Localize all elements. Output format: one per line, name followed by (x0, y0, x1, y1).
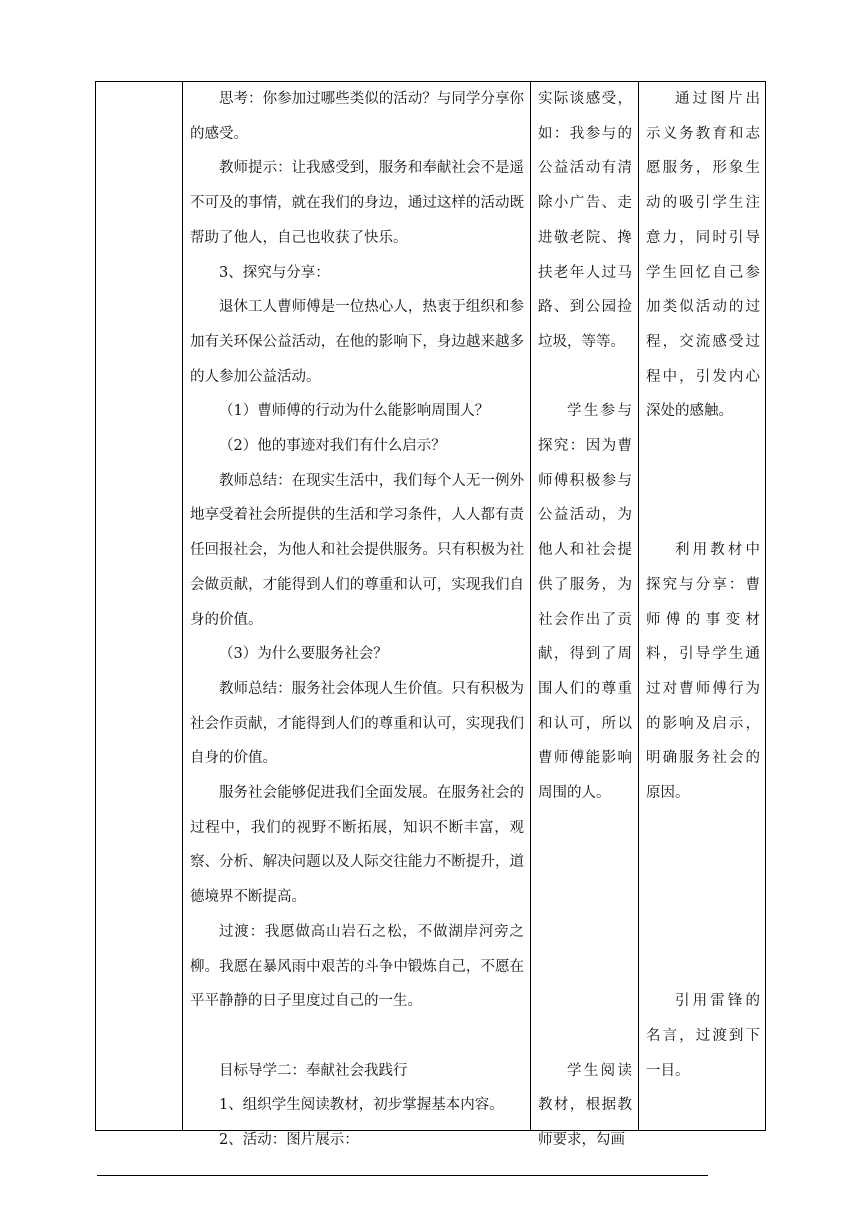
footer-rule (97, 1175, 708, 1176)
paragraph: 教师总结：服务社会体现人生价值。只有积极为社会作贡献，才能得到人们的尊重和认可，实现我们自身的价值。 (190, 680, 524, 767)
paragraph: 引用雷锋的名言，过渡到下一目。 (646, 993, 760, 1079)
section-heading: 目标导学二：奉献社会我践行 (219, 1062, 408, 1079)
paragraph: （3）为什么要服务社会？ (219, 646, 388, 663)
lesson-plan-table (95, 81, 766, 1149)
student-activity-column (530, 82, 638, 1158)
paragraph: 思考：你参加过哪些类似的活动？与同学分享你的感受。 (190, 91, 524, 142)
paragraph: （2）他的事迹对我们有什么启示？ (219, 438, 446, 455)
paragraph: 2、活动：图片展示： (219, 1132, 359, 1149)
paragraph: 利用教材中探究与分享：曹师傅的事变材料，引导学生通过对曹师傅行为的影响及启示，明确服务社会的原因。 (646, 542, 760, 802)
paragraph: （1）曹师傅的行动为什么能影响周围人？ (219, 403, 490, 420)
paragraph: 学生参与探究：因为曹师傅积极参与公益活动，为他人和社会提供了服务，为社会作出了贡献，得到了周围人们的尊重和认可，所以曹师傅能影响周围的人。 (538, 403, 632, 802)
paragraph: 3、探究与分享： (219, 264, 330, 281)
paragraph: 服务社会能够促进我们全面发展。在服务社会的过程中，我们的视野不断拓展，知识不断丰富，观察、分析、解决问题以及人际交往能力不断提升，道德境界不断提高。 (190, 785, 524, 906)
design-intent-column (638, 82, 767, 1088)
teaching-process-column (182, 82, 530, 1158)
paragraph: 学生阅读教材，根据教师要求，勾画 (538, 1062, 632, 1148)
paragraph: 1、组织学生阅读教材，初步掌握基本内容。 (219, 1097, 504, 1114)
paragraph: 教师总结：在现实生活中，我们每个人无一例外地享受着社会所提供的生活和学习条件，人人都有责任回报社会，为他人和社会提供服务。只有积极为社会做贡献，才能得到人们的尊重和认可，实现我们自身的价值。 (190, 472, 524, 628)
paragraph: 通过图片出示义务教育和志愿服务，形象生动的吸引学生注意力，同时引导学生回忆自己参加类似活动的过程，交流感受过程中，引发内心深处的感触。 (646, 91, 760, 420)
paragraph: 实际谈感受，如：我参与的公益活动有清除小广告、走进敬老院、搀扶老年人过马路、到公园捡垃圾，等等。 (538, 91, 632, 350)
paragraph: 教师提示：让我感受到，服务和奉献社会不是遥不可及的事情，就在我们的身边，通过这样的活动既帮助了他人，自己也收获了快乐。 (190, 160, 524, 246)
paragraph: 退休工人曹师傅是一位热心人，热衷于组织和参加有关环保公益活动，在他的影响下，身边越来越多的人参加公益活动。 (190, 299, 524, 385)
paragraph: 过渡：我愿做高山岩石之松，不做湖岸河旁之柳。我愿在暴风雨中艰苦的斗争中锻炼自己，不愿在平平静静的日子里度过自己的一生。 (190, 923, 524, 1010)
